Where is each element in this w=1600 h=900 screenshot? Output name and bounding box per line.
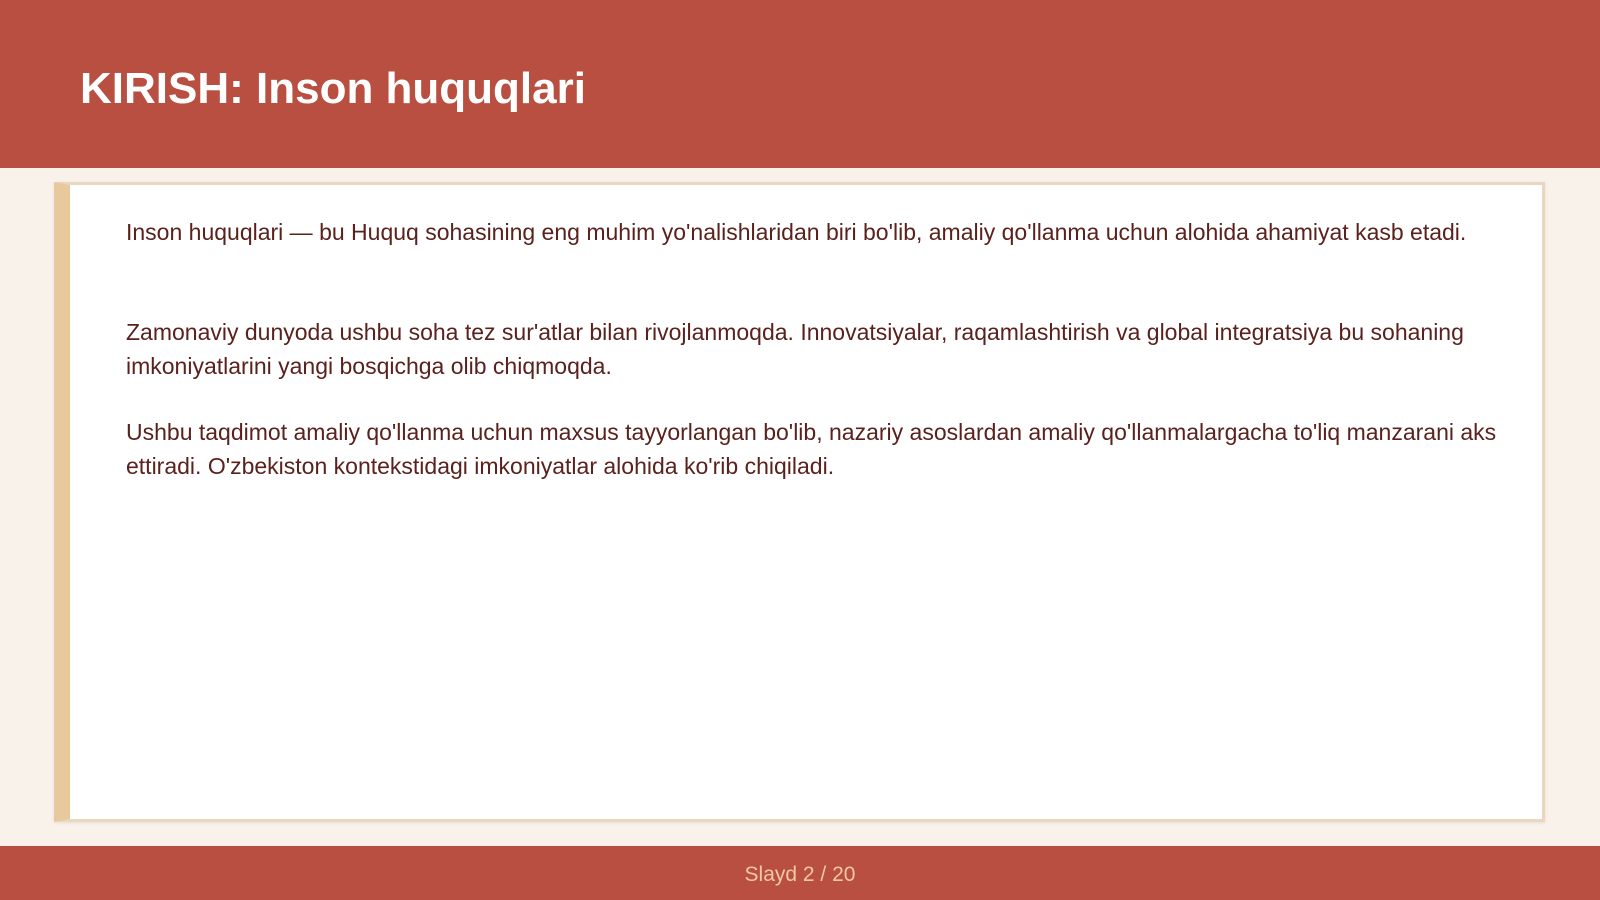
- slide-header: [0, 0, 1600, 168]
- intro-paragraph: Inson huquqlari — bu Huquq sohasining eng muhim yo'nalishlaridan biri bo'lib, amaliy qo'llanma uchun alohida ahamiyat kasb etadi.: [126, 219, 1467, 245]
- slide-counter: Slayd 2 / 20: [744, 863, 856, 886]
- slide-title: KIRISH: Inson huquqlari: [80, 64, 586, 113]
- slide-footer: [0, 846, 1600, 900]
- content-card: [54, 182, 1545, 822]
- modern-world-paragraph: Zamonaviy dunyoda ushbu soha tez sur'atlar bilan rivojlanmoqda. Innovatsiyalar, raqamlashtirish va global integratsiya bu sohaning imkoniyatlarini yangi bosqichga olib chiqmoqda.: [126, 319, 1464, 379]
- presentation-purpose-paragraph: Ushbu taqdimot amaliy qo'llanma uchun maxsus tayyorlangan bo'lib, nazariy asoslardan amaliy qo'llanmalargacha to'liq manzarani aks ettiradi. O'zbekiston kontekstidagi imkoniyatlar alohida ko'rib chiqiladi.: [126, 419, 1497, 479]
